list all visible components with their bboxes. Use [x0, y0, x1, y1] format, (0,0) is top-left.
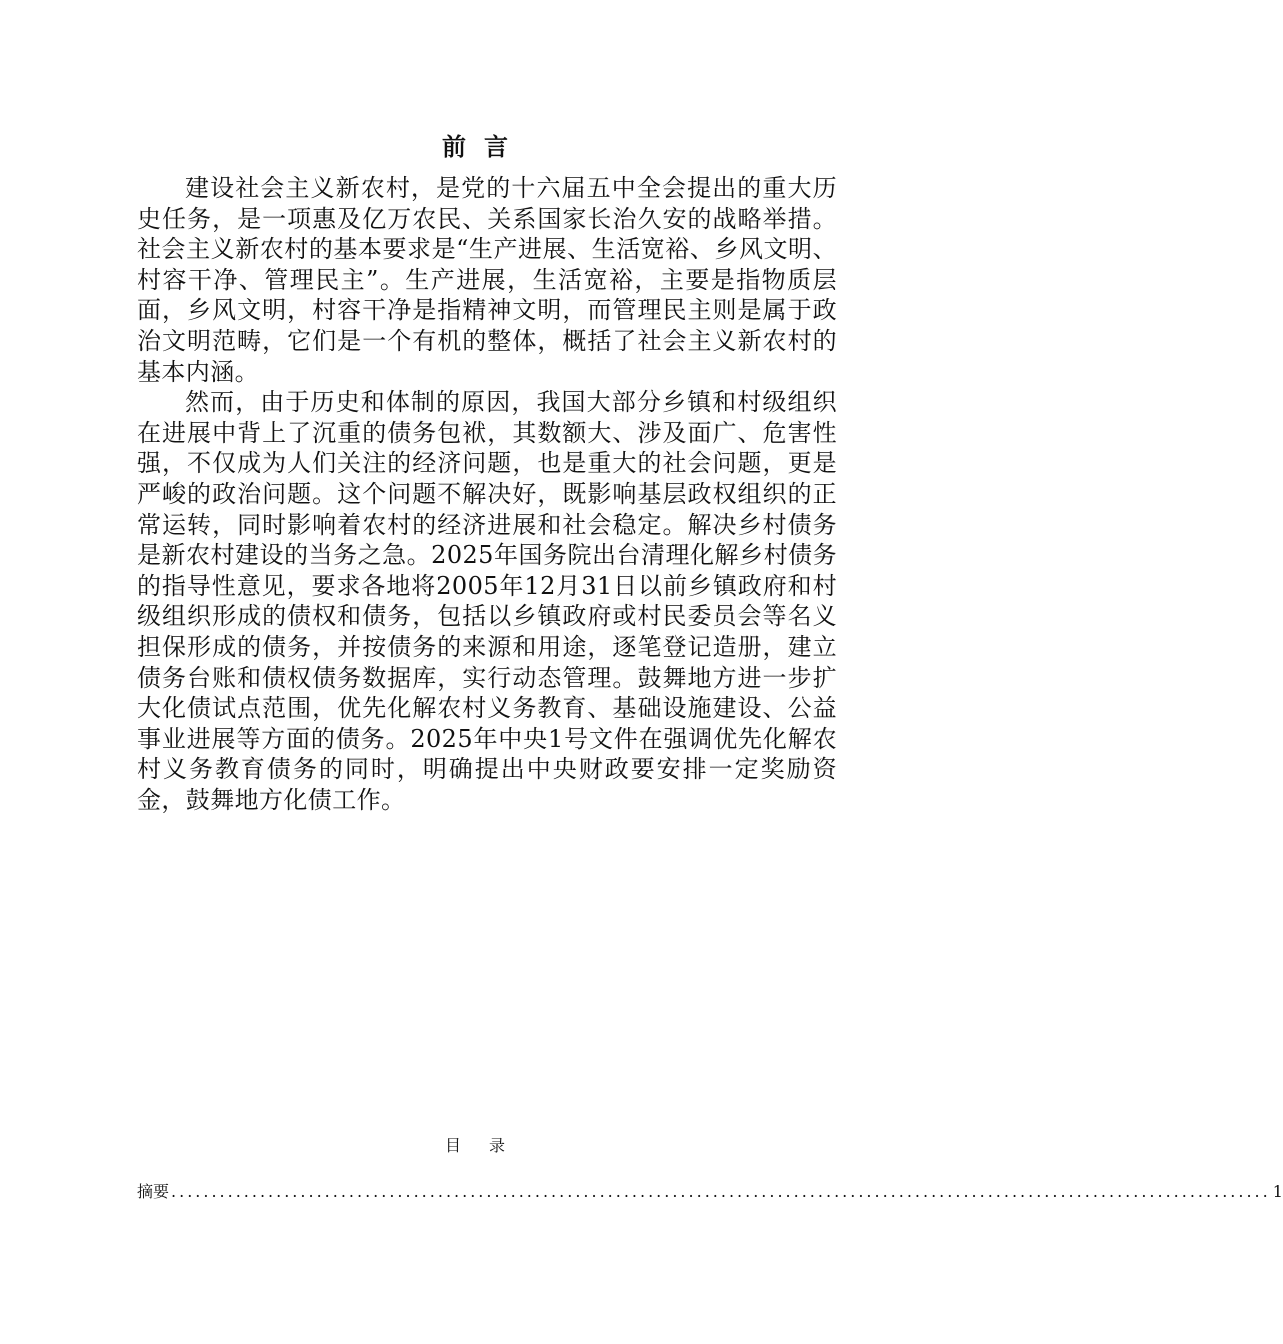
toc-title: 目录 [444, 1136, 533, 1155]
toc-entry-label: 摘要 [137, 1182, 170, 1201]
preface-paragraph-2: 然而，由于历史和体制的原因，我国大部分乡镇和村级组织在进展中背上了沉重的债务包袱，其数额大、涉及面广、危害性强，不仅成为人们关注的经济问题，也是重大的社会问题，更是严峻的政治问题。这个问题不解决好，既影响基层政权组织的正常运转，同时影响着农村的经济进展和社会稳定。解决乡村债务是新农村建设的当务之急。2025年国务院出台清理化解乡村债务的指导性意见，要求各地将2005年12月31日以前乡镇政府和村级组织形成的债权和债务，包括以乡镇政府或村民委员会等名义担保形成的债务，并按债务的来源和用途，逐笔登记造册，建立债务台账和债权债务数据库，实行动态管理。鼓舞地方进一步扩大化债试点范围，优先化解农村义务教育、基础设施建设、公益事业进展等方面的债务。2025年中央1号文件在强调优先化解农村义务教育债务的同时，明确提出中央财政要安排一定奖励资金，鼓舞地方化债工作。 [137, 388, 837, 814]
preface-paragraph-1: 建设社会主义新农村，是党的十六届五中全会提出的重大历史任务，是一项惠及亿万农民、关系国家长治久安的战略举措。社会主义新农村的基本要求是“生产进展、生活宽裕、乡风文明、村容干净、管理民主”。生产进展，生活宽裕，主要是指物质层面，乡风文明，村容干净是指精神文明，而管理民主则是属于政治文明范畴，它们是一个有机的整体，概括了社会主义新农村的基本内涵。 [137, 174, 837, 386]
toc-dot-leader: ........................................................................................................................................ [171, 1182, 1271, 1201]
preface-title: 前言 [442, 133, 526, 161]
toc-entry-abstract[interactable] [137, 1180, 1283, 1204]
preface-body [137, 173, 837, 815]
toc-entry-page-number: 1 [1272, 1182, 1283, 1201]
